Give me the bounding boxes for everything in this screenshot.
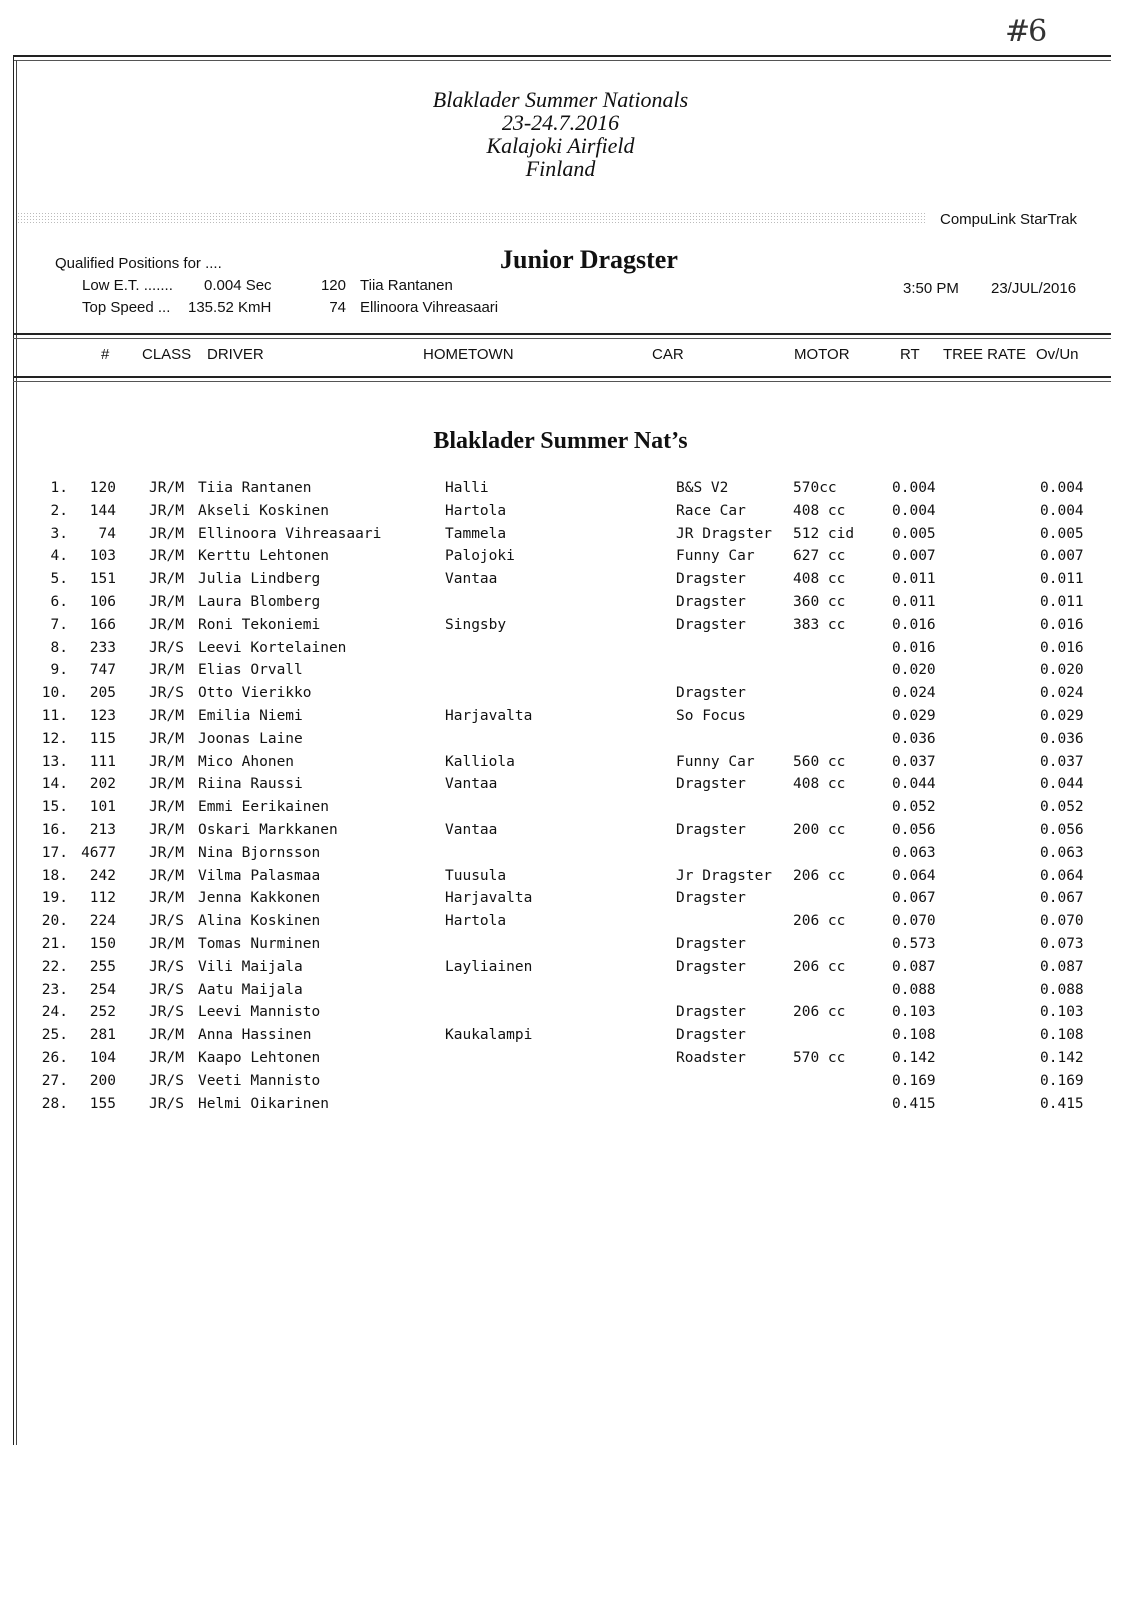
table-row <box>0 822 1121 845</box>
cell-over-under: 0.070 <box>1040 913 1084 930</box>
cell-position: 27. <box>41 1072 68 1089</box>
table-row <box>0 594 1121 617</box>
cell-over-under: 0.067 <box>1040 890 1084 907</box>
cell-position: 7. <box>50 616 68 633</box>
cell-class: JR/M <box>149 548 184 565</box>
cell-hometown: Halli <box>445 480 489 496</box>
cell-over-under: 0.020 <box>1040 662 1084 679</box>
cell-car-number: 233 <box>89 639 116 656</box>
col-header-car: CAR <box>652 346 684 363</box>
cell-over-under: 0.029 <box>1040 707 1084 724</box>
cell-class: JR/M <box>149 1027 184 1044</box>
table-row <box>0 617 1121 640</box>
cell-position: 13. <box>41 753 68 770</box>
cell-over-under: 0.108 <box>1040 1027 1084 1044</box>
cell-car-number: 144 <box>89 502 116 519</box>
cell-car-number: 166 <box>89 616 116 633</box>
cell-hometown: Hartola <box>445 502 507 519</box>
cell-driver: Anna Hassinen <box>198 1027 312 1044</box>
cell-driver: Laura Blomberg <box>198 593 321 610</box>
cell-class: JR/M <box>149 753 184 770</box>
cell-motor: 206 cc <box>793 867 846 884</box>
cell-class: JR/S <box>149 1095 184 1112</box>
cell-class: JR/S <box>149 981 184 998</box>
cell-motor: 408 cc <box>793 776 846 793</box>
cell-driver: Nina Bjornsson <box>198 844 321 861</box>
cell-over-under: 0.004 <box>1040 480 1084 496</box>
cell-car-number: 4677 <box>81 844 116 861</box>
cell-hometown: Kalliola <box>445 753 515 770</box>
cell-car-number: 150 <box>89 935 116 952</box>
event-name: Blaklader Summer Nationals <box>432 87 689 112</box>
cell-class: JR/M <box>149 662 184 679</box>
cell-driver: Kaapo Lehtonen <box>198 1049 321 1066</box>
cell-car: Dragster <box>676 685 746 702</box>
cell-car-number: 202 <box>89 776 116 793</box>
cell-reaction-time: 0.067 <box>892 890 936 907</box>
top-speed-driver: Ellinoora Vihreasaari <box>360 299 499 316</box>
top-speed-num: 74 <box>329 299 346 316</box>
cell-reaction-time: 0.011 <box>892 593 936 610</box>
cell-hometown: Tammela <box>445 525 507 542</box>
cell-car-number: 103 <box>89 548 116 565</box>
cell-hometown: Harjavalta <box>445 890 533 907</box>
cell-over-under: 0.007 <box>1040 548 1084 565</box>
cell-car-number: 252 <box>89 1004 116 1021</box>
cell-car: Jr Dragster <box>676 867 773 884</box>
cell-motor: 570 cc <box>793 1049 846 1066</box>
low-et-label: Low E.T. ....... <box>82 277 173 294</box>
cell-reaction-time: 0.142 <box>892 1049 936 1066</box>
cell-over-under: 0.056 <box>1040 821 1084 838</box>
col-header-driver: DRIVER <box>207 346 264 363</box>
cell-motor: 512 cid <box>793 525 855 542</box>
cell-reaction-time: 0.011 <box>892 571 936 588</box>
cell-car-number: 255 <box>89 958 116 975</box>
table-row <box>0 913 1121 936</box>
cell-over-under: 0.169 <box>1040 1072 1084 1089</box>
cell-car-number: 74 <box>98 525 116 542</box>
cell-position: 4. <box>50 548 68 565</box>
cell-reaction-time: 0.052 <box>892 799 936 816</box>
cell-hometown: Vantaa <box>445 571 498 588</box>
cell-motor: 408 cc <box>793 502 846 519</box>
col-header-tree-rate: TREE RATE <box>943 346 1027 363</box>
cell-car: Dragster <box>676 958 746 975</box>
cell-reaction-time: 0.103 <box>892 1004 936 1021</box>
cell-reaction-time: 0.044 <box>892 776 936 793</box>
cell-driver: Joonas Laine <box>198 730 303 747</box>
table-row <box>0 1050 1121 1073</box>
cell-over-under: 0.103 <box>1040 1004 1084 1021</box>
cell-class: JR/M <box>149 821 184 838</box>
cell-driver: Julia Lindberg <box>198 571 321 588</box>
cell-reaction-time: 0.108 <box>892 1027 936 1044</box>
cell-class: JR/M <box>149 776 184 793</box>
cell-position: 20. <box>41 913 68 930</box>
cell-class: JR/S <box>149 685 184 702</box>
low-et-driver: Tiia Rantanen <box>360 277 453 294</box>
cell-motor: 408 cc <box>793 571 846 588</box>
cell-car-number: 205 <box>89 685 116 702</box>
cell-car-number: 200 <box>89 1072 116 1089</box>
qualified-label: Qualified Positions for .... <box>55 255 222 272</box>
cell-car-number: 120 <box>89 480 116 496</box>
table-row <box>0 1027 1121 1050</box>
cell-driver: Leevi Mannisto <box>198 1004 321 1021</box>
cell-car: Roadster <box>676 1049 746 1066</box>
col-header-class: CLASS <box>142 346 192 363</box>
cell-over-under: 0.088 <box>1040 981 1084 998</box>
table-row <box>0 731 1121 754</box>
cell-driver: Otto Vierikko <box>198 685 312 702</box>
cell-reaction-time: 0.024 <box>892 685 936 702</box>
cell-reaction-time: 0.036 <box>892 730 936 747</box>
cell-hometown: Singsby <box>445 616 507 633</box>
cell-car-number: 106 <box>89 593 116 610</box>
cell-driver: Riina Raussi <box>198 776 303 793</box>
cell-reaction-time: 0.037 <box>892 753 936 770</box>
cell-driver: Leevi Kortelainen <box>198 639 347 656</box>
table-row <box>0 868 1121 891</box>
col-header-num: # <box>101 346 110 363</box>
cell-car: JR Dragster <box>676 525 773 542</box>
cell-driver: Veeti Mannisto <box>198 1072 321 1089</box>
cell-position: 11. <box>41 707 68 724</box>
table-row <box>0 982 1121 1005</box>
col-header-hometown: HOMETOWN <box>423 346 514 363</box>
cell-reaction-time: 0.169 <box>892 1072 936 1089</box>
cell-driver: Mico Ahonen <box>198 753 295 770</box>
table-row <box>0 480 1121 503</box>
cell-car: Dragster <box>676 616 746 633</box>
table-row <box>0 708 1121 731</box>
cell-over-under: 0.063 <box>1040 844 1084 861</box>
cell-car-number: 242 <box>89 867 116 884</box>
software-label: CompuLink StarTrak <box>940 211 1077 228</box>
cell-class: JR/S <box>149 1072 184 1089</box>
cell-reaction-time: 0.573 <box>892 935 936 952</box>
cell-class: JR/M <box>149 1049 184 1066</box>
col-header-ovun: Ov/Un <box>1036 346 1079 363</box>
cell-car: Race Car <box>676 502 746 519</box>
cell-reaction-time: 0.029 <box>892 707 936 724</box>
cell-car-number: 281 <box>89 1027 116 1044</box>
cell-position: 8. <box>50 639 68 656</box>
cell-position: 17. <box>41 844 68 861</box>
cell-car: Funny Car <box>676 753 755 770</box>
cell-car-number: 112 <box>89 890 116 907</box>
cell-position: 15. <box>41 799 68 816</box>
cell-reaction-time: 0.016 <box>892 639 936 656</box>
cell-car-number: 115 <box>89 730 116 747</box>
table-row <box>0 936 1121 959</box>
cell-over-under: 0.004 <box>1040 502 1084 519</box>
event-venue: Kalajoki Airfield <box>486 133 635 158</box>
cell-class: JR/S <box>149 958 184 975</box>
cell-car: Dragster <box>676 571 746 588</box>
cell-car: Dragster <box>676 935 746 952</box>
cell-driver: Alina Koskinen <box>198 913 321 930</box>
cell-position: 23. <box>41 981 68 998</box>
table-row <box>0 845 1121 868</box>
header-divider-top <box>13 333 1111 339</box>
cell-car-number: 254 <box>89 981 116 998</box>
cell-driver: Vili Maijala <box>198 958 303 975</box>
cell-driver: Helmi Oikarinen <box>198 1095 329 1112</box>
cell-position: 12. <box>41 730 68 747</box>
col-header-rt: RT <box>900 346 920 363</box>
section-title: Blaklader Summer Nat’s <box>433 428 688 454</box>
table-row <box>0 1096 1121 1119</box>
table-row <box>0 503 1121 526</box>
table-row <box>0 662 1121 685</box>
cell-class: JR/M <box>149 707 184 724</box>
cell-reaction-time: 0.005 <box>892 525 936 542</box>
cell-hometown: Vantaa <box>445 776 498 793</box>
cell-reaction-time: 0.088 <box>892 981 936 998</box>
cell-motor: 206 cc <box>793 1004 846 1021</box>
cell-driver: Emmi Eerikainen <box>198 799 329 816</box>
cell-position: 5. <box>50 571 68 588</box>
cell-position: 28. <box>41 1095 68 1112</box>
cell-reaction-time: 0.415 <box>892 1095 936 1112</box>
cell-car: Dragster <box>676 1004 746 1021</box>
cell-class: JR/M <box>149 730 184 747</box>
cell-car-number: 151 <box>89 571 116 588</box>
cell-driver: Oskari Markkanen <box>198 821 338 838</box>
table-row <box>0 1004 1121 1027</box>
cell-class: JR/M <box>149 844 184 861</box>
cell-position: 24. <box>41 1004 68 1021</box>
cell-position: 26. <box>41 1049 68 1066</box>
table-row <box>0 754 1121 777</box>
cell-over-under: 0.011 <box>1040 571 1084 588</box>
cell-position: 19. <box>41 890 68 907</box>
cell-position: 1. <box>50 480 68 496</box>
cell-position: 3. <box>50 525 68 542</box>
dotted-band <box>17 212 925 224</box>
top-speed-value: 135.52 KmH <box>188 299 272 316</box>
cell-over-under: 0.064 <box>1040 867 1084 884</box>
cell-class: JR/M <box>149 502 184 519</box>
cell-class: JR/M <box>149 935 184 952</box>
cell-over-under: 0.036 <box>1040 730 1084 747</box>
cell-position: 6. <box>50 593 68 610</box>
cell-hometown: Harjavalta <box>445 707 533 724</box>
top-speed-label: Top Speed ... <box>82 299 171 316</box>
cell-over-under: 0.052 <box>1040 799 1084 816</box>
cell-driver: Emilia Niemi <box>198 707 303 724</box>
cell-reaction-time: 0.070 <box>892 913 936 930</box>
cell-class: JR/M <box>149 525 184 542</box>
cell-over-under: 0.087 <box>1040 958 1084 975</box>
cell-reaction-time: 0.020 <box>892 662 936 679</box>
cell-motor: 360 cc <box>793 593 846 610</box>
table-row <box>0 571 1121 594</box>
cell-driver: Kerttu Lehtonen <box>198 548 329 565</box>
cell-position: 22. <box>41 958 68 975</box>
cell-class: JR/M <box>149 480 184 496</box>
cell-position: 25. <box>41 1027 68 1044</box>
results-table <box>0 480 1121 1118</box>
table-row <box>0 890 1121 913</box>
cell-over-under: 0.415 <box>1040 1095 1084 1112</box>
cell-driver: Aatu Maijala <box>198 981 303 998</box>
report-time: 3:50 PM <box>903 280 959 297</box>
cell-driver: Ellinoora Vihreasaari <box>198 525 382 542</box>
cell-class: JR/M <box>149 616 184 633</box>
col-header-motor: MOTOR <box>794 346 850 363</box>
cell-car-number: 213 <box>89 821 116 838</box>
cell-car: Funny Car <box>676 548 755 565</box>
handwritten-note: #6 <box>1005 14 1046 49</box>
cell-class: JR/M <box>149 593 184 610</box>
cell-over-under: 0.016 <box>1040 616 1084 633</box>
cell-motor: 560 cc <box>793 753 846 770</box>
cell-class: JR/M <box>149 867 184 884</box>
cell-car-number: 747 <box>89 662 116 679</box>
cell-motor: 627 cc <box>793 548 846 565</box>
cell-car: B&S V2 <box>676 480 729 496</box>
header-divider-bottom <box>13 376 1111 382</box>
cell-driver: Jenna Kakkonen <box>198 890 321 907</box>
cell-class: JR/M <box>149 890 184 907</box>
cell-position: 16. <box>41 821 68 838</box>
low-et-value: 0.004 Sec <box>204 277 272 294</box>
cell-reaction-time: 0.064 <box>892 867 936 884</box>
cell-position: 14. <box>41 776 68 793</box>
cell-over-under: 0.073 <box>1040 935 1084 952</box>
cell-driver: Vilma Palasmaa <box>198 867 321 884</box>
top-border <box>13 55 1111 61</box>
cell-car-number: 101 <box>89 799 116 816</box>
cell-car-number: 224 <box>89 913 116 930</box>
cell-over-under: 0.044 <box>1040 776 1084 793</box>
cell-reaction-time: 0.016 <box>892 616 936 633</box>
cell-driver: Akseli Koskinen <box>198 502 329 519</box>
cell-hometown: Palojoki <box>445 548 515 565</box>
cell-reaction-time: 0.063 <box>892 844 936 861</box>
table-row <box>0 959 1121 982</box>
cell-car: Dragster <box>676 776 746 793</box>
table-row <box>0 548 1121 571</box>
cell-reaction-time: 0.056 <box>892 821 936 838</box>
cell-over-under: 0.005 <box>1040 525 1084 542</box>
cell-car: Dragster <box>676 890 746 907</box>
cell-position: 21. <box>41 935 68 952</box>
low-et-num: 120 <box>320 277 346 294</box>
cell-over-under: 0.016 <box>1040 639 1084 656</box>
cell-hometown: Tuusula <box>445 867 507 884</box>
cell-over-under: 0.024 <box>1040 685 1084 702</box>
cell-driver: Elias Orvall <box>198 662 303 679</box>
cell-motor: 383 cc <box>793 616 846 633</box>
cell-over-under: 0.037 <box>1040 753 1084 770</box>
cell-driver: Tiia Rantanen <box>198 480 312 496</box>
report-date: 23/JUL/2016 <box>991 280 1077 297</box>
cell-position: 18. <box>41 867 68 884</box>
class-title: Junior Dragster <box>500 245 678 274</box>
table-row <box>0 685 1121 708</box>
cell-class: JR/M <box>149 799 184 816</box>
cell-driver: Tomas Nurminen <box>198 935 321 952</box>
cell-over-under: 0.142 <box>1040 1049 1084 1066</box>
cell-car-number: 123 <box>89 707 116 724</box>
cell-driver: Roni Tekoniemi <box>198 616 321 633</box>
cell-car-number: 111 <box>89 753 116 770</box>
cell-motor: 200 cc <box>793 821 846 838</box>
table-row <box>0 1073 1121 1096</box>
cell-position: 2. <box>50 502 68 519</box>
cell-car-number: 155 <box>89 1095 116 1112</box>
cell-reaction-time: 0.087 <box>892 958 936 975</box>
cell-hometown: Hartola <box>445 913 507 930</box>
cell-motor: 206 cc <box>793 913 846 930</box>
cell-hometown: Vantaa <box>445 821 498 838</box>
table-row <box>0 776 1121 799</box>
table-row <box>0 799 1121 822</box>
cell-hometown: Kaukalampi <box>445 1027 533 1044</box>
cell-reaction-time: 0.004 <box>892 480 936 496</box>
cell-car: Dragster <box>676 1027 746 1044</box>
cell-position: 10. <box>41 685 68 702</box>
cell-reaction-time: 0.007 <box>892 548 936 565</box>
cell-class: JR/M <box>149 571 184 588</box>
event-header <box>0 88 1121 180</box>
cell-class: JR/S <box>149 639 184 656</box>
cell-car-number: 104 <box>89 1049 116 1066</box>
cell-hometown: Layliainen <box>445 958 533 975</box>
cell-car: So Focus <box>676 707 746 724</box>
event-country: Finland <box>525 156 596 181</box>
cell-class: JR/S <box>149 913 184 930</box>
cell-position: 9. <box>50 662 68 679</box>
event-dates: 23-24.7.2016 <box>501 110 620 135</box>
cell-motor: 206 cc <box>793 958 846 975</box>
cell-car: Dragster <box>676 593 746 610</box>
table-row <box>0 640 1121 663</box>
table-row <box>0 526 1121 549</box>
cell-car: Dragster <box>676 821 746 838</box>
cell-motor: 570cc <box>793 480 837 496</box>
cell-class: JR/S <box>149 1004 184 1021</box>
cell-reaction-time: 0.004 <box>892 502 936 519</box>
cell-over-under: 0.011 <box>1040 593 1084 610</box>
